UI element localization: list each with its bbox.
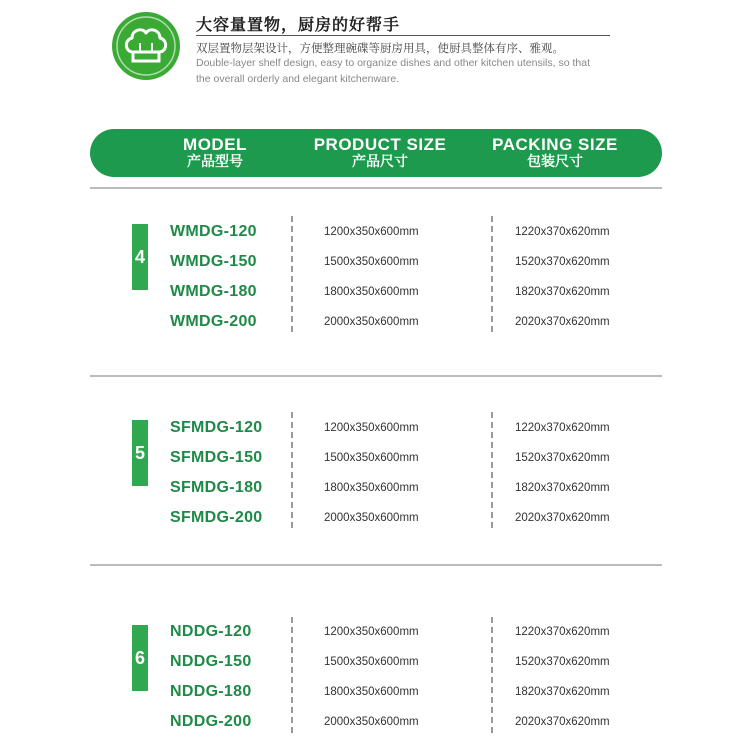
product-size: 1200x350x600mm bbox=[324, 226, 419, 238]
column-divider bbox=[291, 216, 293, 332]
header-product-size-en: PRODUCT SIZE bbox=[313, 135, 447, 154]
subtitle-chinese: 双层置物层架设计，方便整理碗碟等厨房用具，使厨具整体有序、雅观。 bbox=[196, 41, 564, 55]
model-name: SFMDG-150 bbox=[170, 449, 263, 466]
packing-size: 1520x370x620mm bbox=[515, 656, 610, 668]
model-name: WMDG-200 bbox=[170, 313, 257, 330]
model-group-5 bbox=[0, 412, 750, 542]
model-name: SFMDG-120 bbox=[170, 419, 263, 436]
header-product-size bbox=[300, 135, 460, 171]
model-name: WMDG-180 bbox=[170, 283, 257, 300]
section-divider bbox=[90, 564, 662, 566]
header-packing-size bbox=[475, 135, 635, 171]
model-name: NDDG-150 bbox=[170, 653, 252, 670]
packing-size: 1820x370x620mm bbox=[515, 482, 610, 494]
product-size: 1500x350x600mm bbox=[324, 656, 419, 668]
column-divider bbox=[291, 412, 293, 528]
packing-size: 1820x370x620mm bbox=[515, 286, 610, 298]
product-size: 1500x350x600mm bbox=[324, 256, 419, 268]
packing-size: 1220x370x620mm bbox=[515, 422, 610, 434]
packing-size: 2020x370x620mm bbox=[515, 512, 610, 524]
product-size: 1800x350x600mm bbox=[324, 482, 419, 494]
header-product-size-cn: 产品尺寸 bbox=[352, 154, 408, 170]
model-group-4 bbox=[0, 216, 750, 346]
product-size: 1200x350x600mm bbox=[324, 422, 419, 434]
packing-size: 1820x370x620mm bbox=[515, 686, 610, 698]
column-divider bbox=[491, 617, 493, 733]
subtitle-english-line-2: the overall orderly and elegant kitchenware. bbox=[196, 73, 400, 85]
title-divider bbox=[196, 35, 610, 36]
model-group-6 bbox=[0, 617, 750, 747]
group-number-badge: 4 bbox=[132, 224, 148, 290]
section-divider bbox=[90, 375, 662, 377]
model-name: NDDG-180 bbox=[170, 683, 252, 700]
model-name: SFMDG-200 bbox=[170, 509, 263, 526]
model-name: NDDG-120 bbox=[170, 623, 252, 640]
product-size: 1200x350x600mm bbox=[324, 626, 419, 638]
product-size: 1800x350x600mm bbox=[324, 686, 419, 698]
group-number-badge: 6 bbox=[132, 625, 148, 691]
product-size: 1800x350x600mm bbox=[324, 286, 419, 298]
packing-size: 1520x370x620mm bbox=[515, 452, 610, 464]
packing-size: 1520x370x620mm bbox=[515, 256, 610, 268]
packing-size: 1220x370x620mm bbox=[515, 626, 610, 638]
product-size: 1500x350x600mm bbox=[324, 452, 419, 464]
model-name: SFMDG-180 bbox=[170, 479, 263, 496]
model-name: WMDG-150 bbox=[170, 253, 257, 270]
header-model bbox=[150, 135, 280, 171]
product-size: 2000x350x600mm bbox=[324, 716, 419, 728]
section-divider bbox=[90, 187, 662, 189]
packing-size: 2020x370x620mm bbox=[515, 716, 610, 728]
header-packing-size-en: PACKING SIZE bbox=[492, 135, 618, 154]
product-size: 2000x350x600mm bbox=[324, 512, 419, 524]
subtitle-english-line-1: Double-layer shelf design, easy to organize dishes and other kitchen utensils, so that bbox=[196, 57, 590, 69]
model-name: NDDG-200 bbox=[170, 713, 252, 730]
group-number-badge: 5 bbox=[132, 420, 148, 486]
page-title: 大容量置物，厨房的好帮手 bbox=[196, 15, 401, 34]
header-model-en: MODEL bbox=[183, 135, 247, 154]
header-model-cn: 产品型号 bbox=[187, 154, 243, 170]
column-divider bbox=[491, 216, 493, 332]
chef-hat-icon bbox=[112, 12, 180, 80]
product-size: 2000x350x600mm bbox=[324, 316, 419, 328]
table-header-bar bbox=[90, 129, 662, 177]
packing-size: 2020x370x620mm bbox=[515, 316, 610, 328]
header-packing-size-cn: 包装尺寸 bbox=[527, 154, 583, 170]
model-name: WMDG-120 bbox=[170, 223, 257, 240]
packing-size: 1220x370x620mm bbox=[515, 226, 610, 238]
column-divider bbox=[491, 412, 493, 528]
column-divider bbox=[291, 617, 293, 733]
